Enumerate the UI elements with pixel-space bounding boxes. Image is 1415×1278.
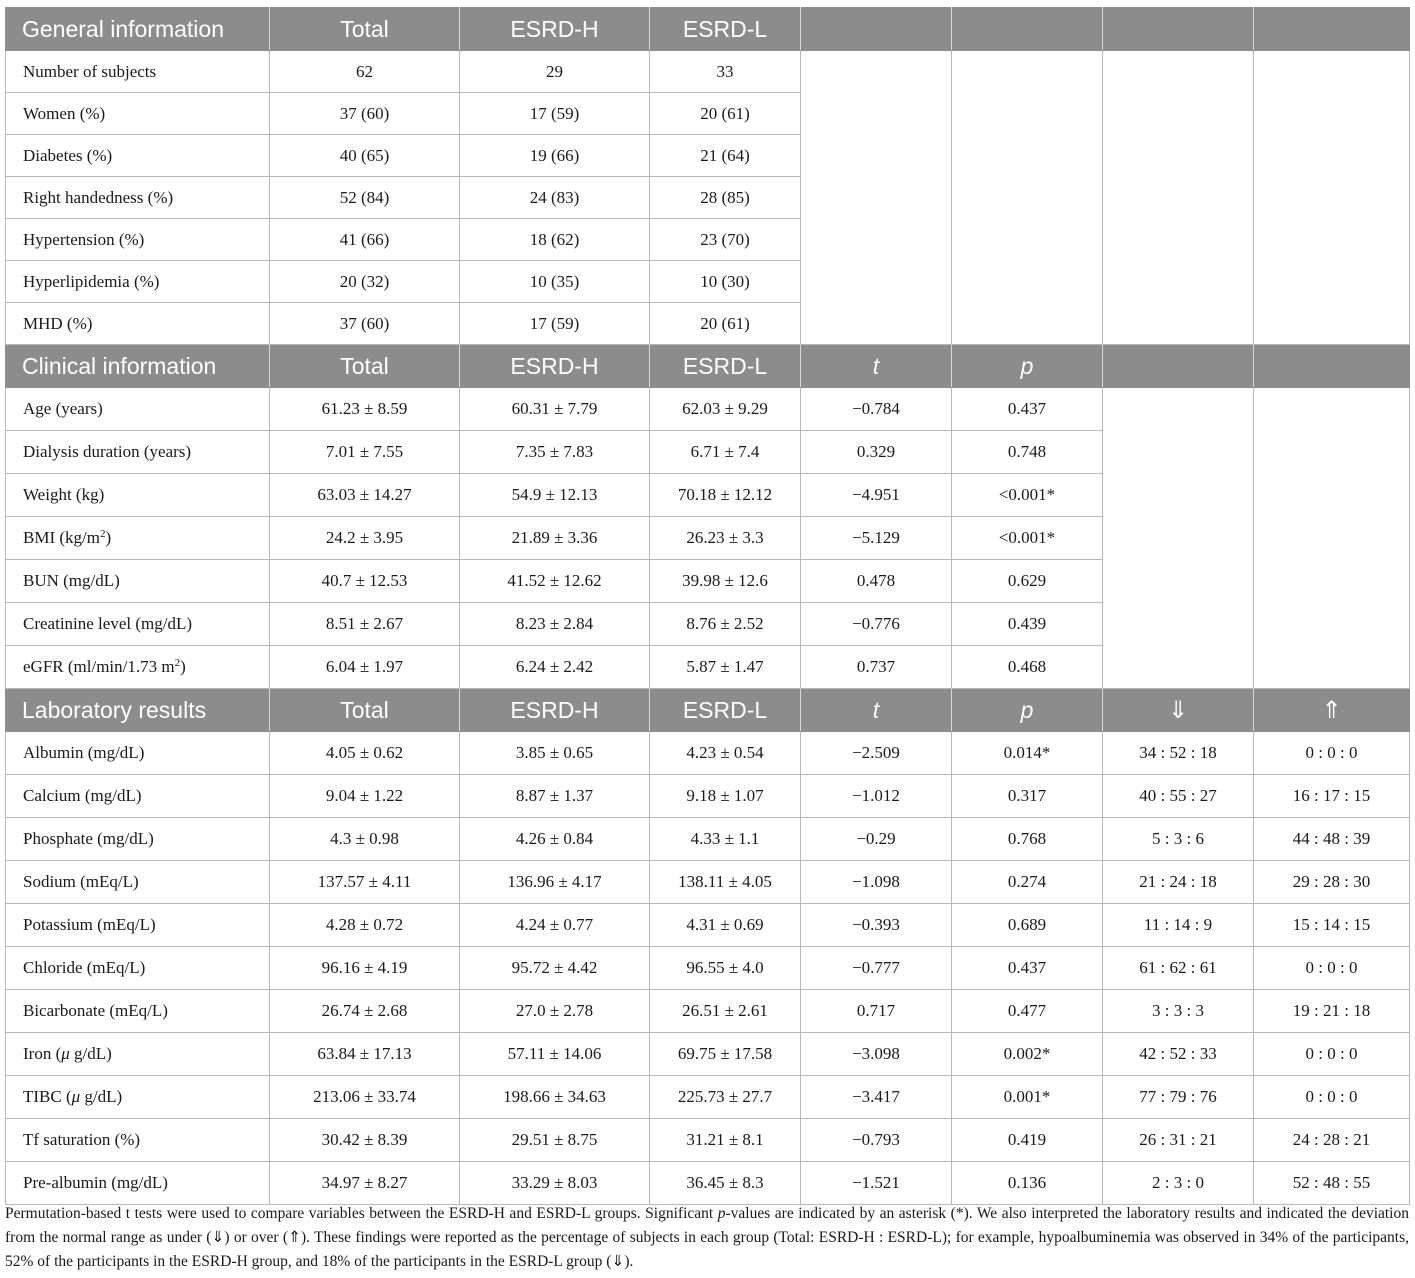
clinical-header-empty <box>1254 345 1410 388</box>
laboratory-cell-total: 63.84 ± 17.13 <box>270 1033 460 1076</box>
row-label-text: Albumin (mg/dL) <box>23 743 145 762</box>
row-label <box>6 818 270 861</box>
clinical-cell-p: 0.629 <box>952 560 1103 603</box>
row-label <box>6 904 270 947</box>
row-label <box>6 1033 270 1076</box>
general-header-empty <box>952 8 1103 51</box>
laboratory-cell-t: −1.098 <box>801 861 952 904</box>
laboratory-cell-over: 44 : 48 : 39 <box>1254 818 1410 861</box>
row-label <box>6 732 270 775</box>
laboratory-header-row <box>6 689 1410 732</box>
row-label-mu: μ <box>61 1044 70 1063</box>
general-cell-h: 17 (59) <box>460 93 650 135</box>
laboratory-cell-over: 19 : 21 : 18 <box>1254 990 1410 1033</box>
laboratory-cell-p: 0.317 <box>952 775 1103 818</box>
laboratory-cell-total: 137.57 ± 4.11 <box>270 861 460 904</box>
laboratory-cell-over: 16 : 17 : 15 <box>1254 775 1410 818</box>
row-label-text: Women (%) <box>23 103 106 123</box>
general-blank-column <box>952 51 1103 345</box>
clinical-cell-h: 60.31 ± 7.79 <box>460 388 650 431</box>
row-label-text: Iron ( <box>23 1044 62 1063</box>
clinical-cell-t: 0.737 <box>801 646 952 689</box>
laboratory-cell-t: −0.393 <box>801 904 952 947</box>
laboratory-cell-l: 4.23 ± 0.54 <box>650 732 801 775</box>
laboratory-header-cell: ESRD-H <box>460 689 650 732</box>
general-cell-h: 10 (35) <box>460 261 650 303</box>
laboratory-row <box>6 732 1410 775</box>
clinical-cell-l: 62.03 ± 9.29 <box>650 388 801 431</box>
row-label-text: Right handedness (%) <box>23 187 174 207</box>
general-cell-h: 24 (83) <box>460 177 650 219</box>
row-label-superscript: 2 <box>174 657 181 669</box>
laboratory-cell-under: 3 : 3 : 3 <box>1103 990 1254 1033</box>
clinical-row <box>6 388 1410 431</box>
clinical-cell-total: 6.04 ± 1.97 <box>270 646 460 689</box>
laboratory-row <box>6 861 1410 904</box>
clinical-cell-l: 8.76 ± 2.52 <box>650 603 801 646</box>
row-label-text: Number of subjects <box>23 61 157 81</box>
laboratory-cell-t: −3.098 <box>801 1033 952 1076</box>
laboratory-cell-total: 26.74 ± 2.68 <box>270 990 460 1033</box>
laboratory-cell-total: 30.42 ± 8.39 <box>270 1119 460 1162</box>
footnote-p-italic: p <box>717 1205 726 1222</box>
laboratory-cell-total: 96.16 ± 4.19 <box>270 947 460 990</box>
general-blank-column <box>801 51 952 345</box>
row-label <box>6 303 270 345</box>
laboratory-row <box>6 1076 1410 1119</box>
clinical-cell-h: 6.24 ± 2.42 <box>460 646 650 689</box>
row-label <box>6 135 270 177</box>
clinical-header-row <box>6 345 1410 388</box>
laboratory-cell-p: 0.768 <box>952 818 1103 861</box>
row-label-text: Weight (kg) <box>23 485 105 504</box>
laboratory-cell-p: 0.001* <box>952 1076 1103 1119</box>
laboratory-cell-under: 21 : 24 : 18 <box>1103 861 1254 904</box>
laboratory-cell-p: 0.014* <box>952 732 1103 775</box>
general-cell-total: 40 (65) <box>270 135 460 177</box>
laboratory-cell-over: 0 : 0 : 0 <box>1254 1033 1410 1076</box>
row-label-text: BMI (kg/m <box>23 528 100 547</box>
general-cell-l: 33 <box>650 51 801 93</box>
laboratory-header-cell: Laboratory results <box>6 689 270 732</box>
row-label <box>6 474 270 517</box>
general-header-row <box>6 8 1410 51</box>
general-header-cell: General information <box>6 8 270 51</box>
clinical-cell-t: −4.951 <box>801 474 952 517</box>
laboratory-cell-p: 0.437 <box>952 947 1103 990</box>
laboratory-row <box>6 1162 1410 1205</box>
laboratory-cell-t: 0.717 <box>801 990 952 1033</box>
row-label <box>6 219 270 261</box>
clinical-cell-total: 40.7 ± 12.53 <box>270 560 460 603</box>
laboratory-cell-t: −0.793 <box>801 1119 952 1162</box>
general-cell-total: 41 (66) <box>270 219 460 261</box>
row-label <box>6 1119 270 1162</box>
laboratory-cell-over: 15 : 14 : 15 <box>1254 904 1410 947</box>
row-label-text: Phosphate (mg/dL) <box>23 829 154 848</box>
row-label-text: Calcium (mg/dL) <box>23 786 142 805</box>
laboratory-cell-under: 77 : 79 : 76 <box>1103 1076 1254 1119</box>
general-cell-total: 52 (84) <box>270 177 460 219</box>
row-label-text: Pre-albumin (mg/dL) <box>23 1173 168 1192</box>
clinical-cell-p: 0.468 <box>952 646 1103 689</box>
clinical-cell-l: 39.98 ± 12.6 <box>650 560 801 603</box>
laboratory-cell-p: 0.419 <box>952 1119 1103 1162</box>
laboratory-header-cell: ⇓ <box>1103 689 1254 732</box>
clinical-header-cell: ESRD-H <box>460 345 650 388</box>
laboratory-row <box>6 990 1410 1033</box>
laboratory-cell-p: 0.477 <box>952 990 1103 1033</box>
row-label-end: g/dL) <box>80 1087 123 1106</box>
laboratory-cell-t: −0.29 <box>801 818 952 861</box>
laboratory-row <box>6 1119 1410 1162</box>
general-cell-h: 19 (66) <box>460 135 650 177</box>
clinical-cell-total: 8.51 ± 2.67 <box>270 603 460 646</box>
row-label <box>6 388 270 431</box>
clinical-cell-l: 70.18 ± 12.12 <box>650 474 801 517</box>
row-label <box>6 861 270 904</box>
general-cell-total: 62 <box>270 51 460 93</box>
row-label <box>6 560 270 603</box>
clinical-cell-t: 0.329 <box>801 431 952 474</box>
row-label-end: g/dL) <box>69 1044 112 1063</box>
general-cell-l: 23 (70) <box>650 219 801 261</box>
laboratory-cell-p: 0.274 <box>952 861 1103 904</box>
laboratory-header-cell: ⇑ <box>1254 689 1410 732</box>
row-label <box>6 177 270 219</box>
laboratory-row <box>6 1033 1410 1076</box>
clinical-blank-column <box>1254 388 1410 689</box>
row-label-text: Hyperlipidemia (%) <box>23 271 160 291</box>
row-label-text: MHD (%) <box>23 313 93 333</box>
clinical-cell-total: 63.03 ± 14.27 <box>270 474 460 517</box>
results-table-container <box>5 7 1409 1205</box>
laboratory-cell-l: 225.73 ± 27.7 <box>650 1076 801 1119</box>
laboratory-cell-t: −1.012 <box>801 775 952 818</box>
laboratory-cell-h: 29.51 ± 8.75 <box>460 1119 650 1162</box>
laboratory-row <box>6 775 1410 818</box>
results-table <box>5 7 1410 1205</box>
row-label <box>6 51 270 93</box>
general-row <box>6 51 1410 93</box>
laboratory-header-cell: Total <box>270 689 460 732</box>
row-label-text: Age (years) <box>23 399 103 418</box>
laboratory-cell-total: 4.28 ± 0.72 <box>270 904 460 947</box>
laboratory-cell-l: 9.18 ± 1.07 <box>650 775 801 818</box>
laboratory-cell-h: 136.96 ± 4.17 <box>460 861 650 904</box>
general-cell-l: 20 (61) <box>650 303 801 345</box>
laboratory-cell-l: 31.21 ± 8.1 <box>650 1119 801 1162</box>
row-label-text: Chloride (mEq/L) <box>23 958 146 977</box>
laboratory-cell-l: 96.55 ± 4.0 <box>650 947 801 990</box>
clinical-header-empty <box>1103 345 1254 388</box>
row-label <box>6 603 270 646</box>
row-label-text: Bicarbonate (mEq/L) <box>23 1001 168 1020</box>
laboratory-cell-under: 61 : 62 : 61 <box>1103 947 1254 990</box>
row-label-text: Dialysis duration (years) <box>23 442 192 461</box>
row-label <box>6 1162 270 1205</box>
table-footnote <box>5 1202 1409 1274</box>
laboratory-cell-over: 52 : 48 : 55 <box>1254 1162 1410 1205</box>
laboratory-cell-over: 0 : 0 : 0 <box>1254 947 1410 990</box>
general-cell-l: 28 (85) <box>650 177 801 219</box>
laboratory-cell-t: −3.417 <box>801 1076 952 1119</box>
laboratory-cell-total: 4.05 ± 0.62 <box>270 732 460 775</box>
laboratory-cell-p: 0.002* <box>952 1033 1103 1076</box>
laboratory-cell-t: −2.509 <box>801 732 952 775</box>
general-header-empty <box>801 8 952 51</box>
general-blank-column <box>1103 51 1254 345</box>
footnote-text-2: -values are indicated by an asterisk (*). We also interpreted the laboratory results and indicated the deviation from the normal range as under (⇓) or over (⇑). These findings were reported as the percentage of subjects in each group (Total: ESRD-H : ESRD-L); for example, hypoalbuminemia was observed in 34% of the participants, 52% of the participants in the ESRD-H group, and 18% of the participants in the ESRD-L group (⇓). <box>5 1205 1409 1270</box>
laboratory-cell-t: −0.777 <box>801 947 952 990</box>
laboratory-cell-total: 9.04 ± 1.22 <box>270 775 460 818</box>
row-label-text: Tf saturation (%) <box>23 1130 141 1149</box>
laboratory-cell-under: 2 : 3 : 0 <box>1103 1162 1254 1205</box>
general-header-empty <box>1103 8 1254 51</box>
clinical-header-cell: ESRD-L <box>650 345 801 388</box>
footnote-text-1: Permutation-based t tests were used to compare variables between the ESRD-H and ESRD-L groups. Significant <box>5 1205 718 1222</box>
clinical-cell-total: 24.2 ± 3.95 <box>270 517 460 560</box>
laboratory-cell-h: 198.66 ± 34.63 <box>460 1076 650 1119</box>
clinical-cell-l: 5.87 ± 1.47 <box>650 646 801 689</box>
row-label <box>6 947 270 990</box>
general-header-cell: ESRD-H <box>460 8 650 51</box>
laboratory-cell-over: 29 : 28 : 30 <box>1254 861 1410 904</box>
laboratory-cell-h: 57.11 ± 14.06 <box>460 1033 650 1076</box>
clinical-cell-t: −5.129 <box>801 517 952 560</box>
clinical-cell-l: 6.71 ± 7.4 <box>650 431 801 474</box>
laboratory-cell-h: 8.87 ± 1.37 <box>460 775 650 818</box>
general-cell-l: 10 (30) <box>650 261 801 303</box>
laboratory-cell-l: 26.51 ± 2.61 <box>650 990 801 1033</box>
row-label <box>6 775 270 818</box>
clinical-cell-h: 54.9 ± 12.13 <box>460 474 650 517</box>
clinical-cell-h: 8.23 ± 2.84 <box>460 603 650 646</box>
laboratory-cell-total: 34.97 ± 8.27 <box>270 1162 460 1205</box>
laboratory-cell-h: 33.29 ± 8.03 <box>460 1162 650 1205</box>
row-label-text: Creatinine level (mg/dL) <box>23 614 192 633</box>
clinical-cell-h: 7.35 ± 7.83 <box>460 431 650 474</box>
clinical-cell-t: −0.784 <box>801 388 952 431</box>
clinical-cell-t: −0.776 <box>801 603 952 646</box>
clinical-header-cell: Total <box>270 345 460 388</box>
laboratory-cell-l: 4.31 ± 0.69 <box>650 904 801 947</box>
general-header-cell: ESRD-L <box>650 8 801 51</box>
row-label <box>6 431 270 474</box>
laboratory-cell-p: 0.689 <box>952 904 1103 947</box>
general-cell-total: 20 (32) <box>270 261 460 303</box>
general-cell-total: 37 (60) <box>270 93 460 135</box>
row-label-text: Hypertension (%) <box>23 229 145 249</box>
laboratory-cell-l: 69.75 ± 17.58 <box>650 1033 801 1076</box>
general-cell-l: 21 (64) <box>650 135 801 177</box>
clinical-cell-total: 61.23 ± 8.59 <box>270 388 460 431</box>
clinical-cell-t: 0.478 <box>801 560 952 603</box>
clinical-cell-p: 0.439 <box>952 603 1103 646</box>
laboratory-cell-total: 213.06 ± 33.74 <box>270 1076 460 1119</box>
clinical-cell-p: 0.748 <box>952 431 1103 474</box>
laboratory-cell-under: 26 : 31 : 21 <box>1103 1119 1254 1162</box>
laboratory-cell-l: 4.33 ± 1.1 <box>650 818 801 861</box>
laboratory-header-cell: ESRD-L <box>650 689 801 732</box>
laboratory-cell-p: 0.136 <box>952 1162 1103 1205</box>
clinical-cell-p: <0.001* <box>952 517 1103 560</box>
row-label-text: BUN (mg/dL) <box>23 571 120 590</box>
row-label <box>6 990 270 1033</box>
general-blank-column <box>1254 51 1410 345</box>
clinical-cell-p: <0.001* <box>952 474 1103 517</box>
laboratory-cell-t: −1.521 <box>801 1162 952 1205</box>
clinical-cell-p: 0.437 <box>952 388 1103 431</box>
laboratory-header-cell: t <box>801 689 952 732</box>
laboratory-cell-over: 0 : 0 : 0 <box>1254 1076 1410 1119</box>
clinical-blank-column <box>1103 388 1254 689</box>
general-cell-total: 37 (60) <box>270 303 460 345</box>
general-cell-h: 29 <box>460 51 650 93</box>
clinical-header-cell: t <box>801 345 952 388</box>
row-label-text: Potassium (mEq/L) <box>23 915 156 934</box>
laboratory-cell-h: 3.85 ± 0.65 <box>460 732 650 775</box>
laboratory-row <box>6 947 1410 990</box>
laboratory-cell-h: 27.0 ± 2.78 <box>460 990 650 1033</box>
laboratory-cell-h: 95.72 ± 4.42 <box>460 947 650 990</box>
laboratory-cell-l: 36.45 ± 8.3 <box>650 1162 801 1205</box>
row-label <box>6 93 270 135</box>
laboratory-cell-total: 4.3 ± 0.98 <box>270 818 460 861</box>
row-label <box>6 1076 270 1119</box>
clinical-cell-l: 26.23 ± 3.3 <box>650 517 801 560</box>
laboratory-cell-under: 42 : 52 : 33 <box>1103 1033 1254 1076</box>
clinical-header-cell: p <box>952 345 1103 388</box>
general-header-empty <box>1254 8 1410 51</box>
laboratory-row <box>6 818 1410 861</box>
laboratory-cell-l: 138.11 ± 4.05 <box>650 861 801 904</box>
laboratory-row <box>6 904 1410 947</box>
laboratory-header-cell: p <box>952 689 1103 732</box>
row-label-text: Sodium (mEq/L) <box>23 872 139 891</box>
laboratory-cell-h: 4.24 ± 0.77 <box>460 904 650 947</box>
row-label <box>6 261 270 303</box>
general-header-cell: Total <box>270 8 460 51</box>
clinical-cell-h: 21.89 ± 3.36 <box>460 517 650 560</box>
laboratory-cell-over: 24 : 28 : 21 <box>1254 1119 1410 1162</box>
clinical-cell-total: 7.01 ± 7.55 <box>270 431 460 474</box>
row-label <box>6 646 270 689</box>
row-label-text: eGFR (ml/min/1.73 m <box>23 657 175 676</box>
general-cell-h: 17 (59) <box>460 303 650 345</box>
laboratory-cell-under: 11 : 14 : 9 <box>1103 904 1254 947</box>
row-label-text: TIBC ( <box>23 1087 72 1106</box>
laboratory-cell-under: 40 : 55 : 27 <box>1103 775 1254 818</box>
row-label <box>6 517 270 560</box>
row-label-end: ) <box>180 657 186 676</box>
general-cell-h: 18 (62) <box>460 219 650 261</box>
laboratory-cell-over: 0 : 0 : 0 <box>1254 732 1410 775</box>
row-label-mu: μ <box>71 1087 81 1106</box>
laboratory-cell-h: 4.26 ± 0.84 <box>460 818 650 861</box>
general-cell-l: 20 (61) <box>650 93 801 135</box>
clinical-cell-h: 41.52 ± 12.62 <box>460 560 650 603</box>
laboratory-cell-under: 5 : 3 : 6 <box>1103 818 1254 861</box>
laboratory-cell-under: 34 : 52 : 18 <box>1103 732 1254 775</box>
row-label-text: Diabetes (%) <box>23 145 113 165</box>
clinical-header-cell: Clinical information <box>6 345 270 388</box>
row-label-superscript: 2 <box>99 528 106 540</box>
row-label-end: ) <box>105 528 112 547</box>
